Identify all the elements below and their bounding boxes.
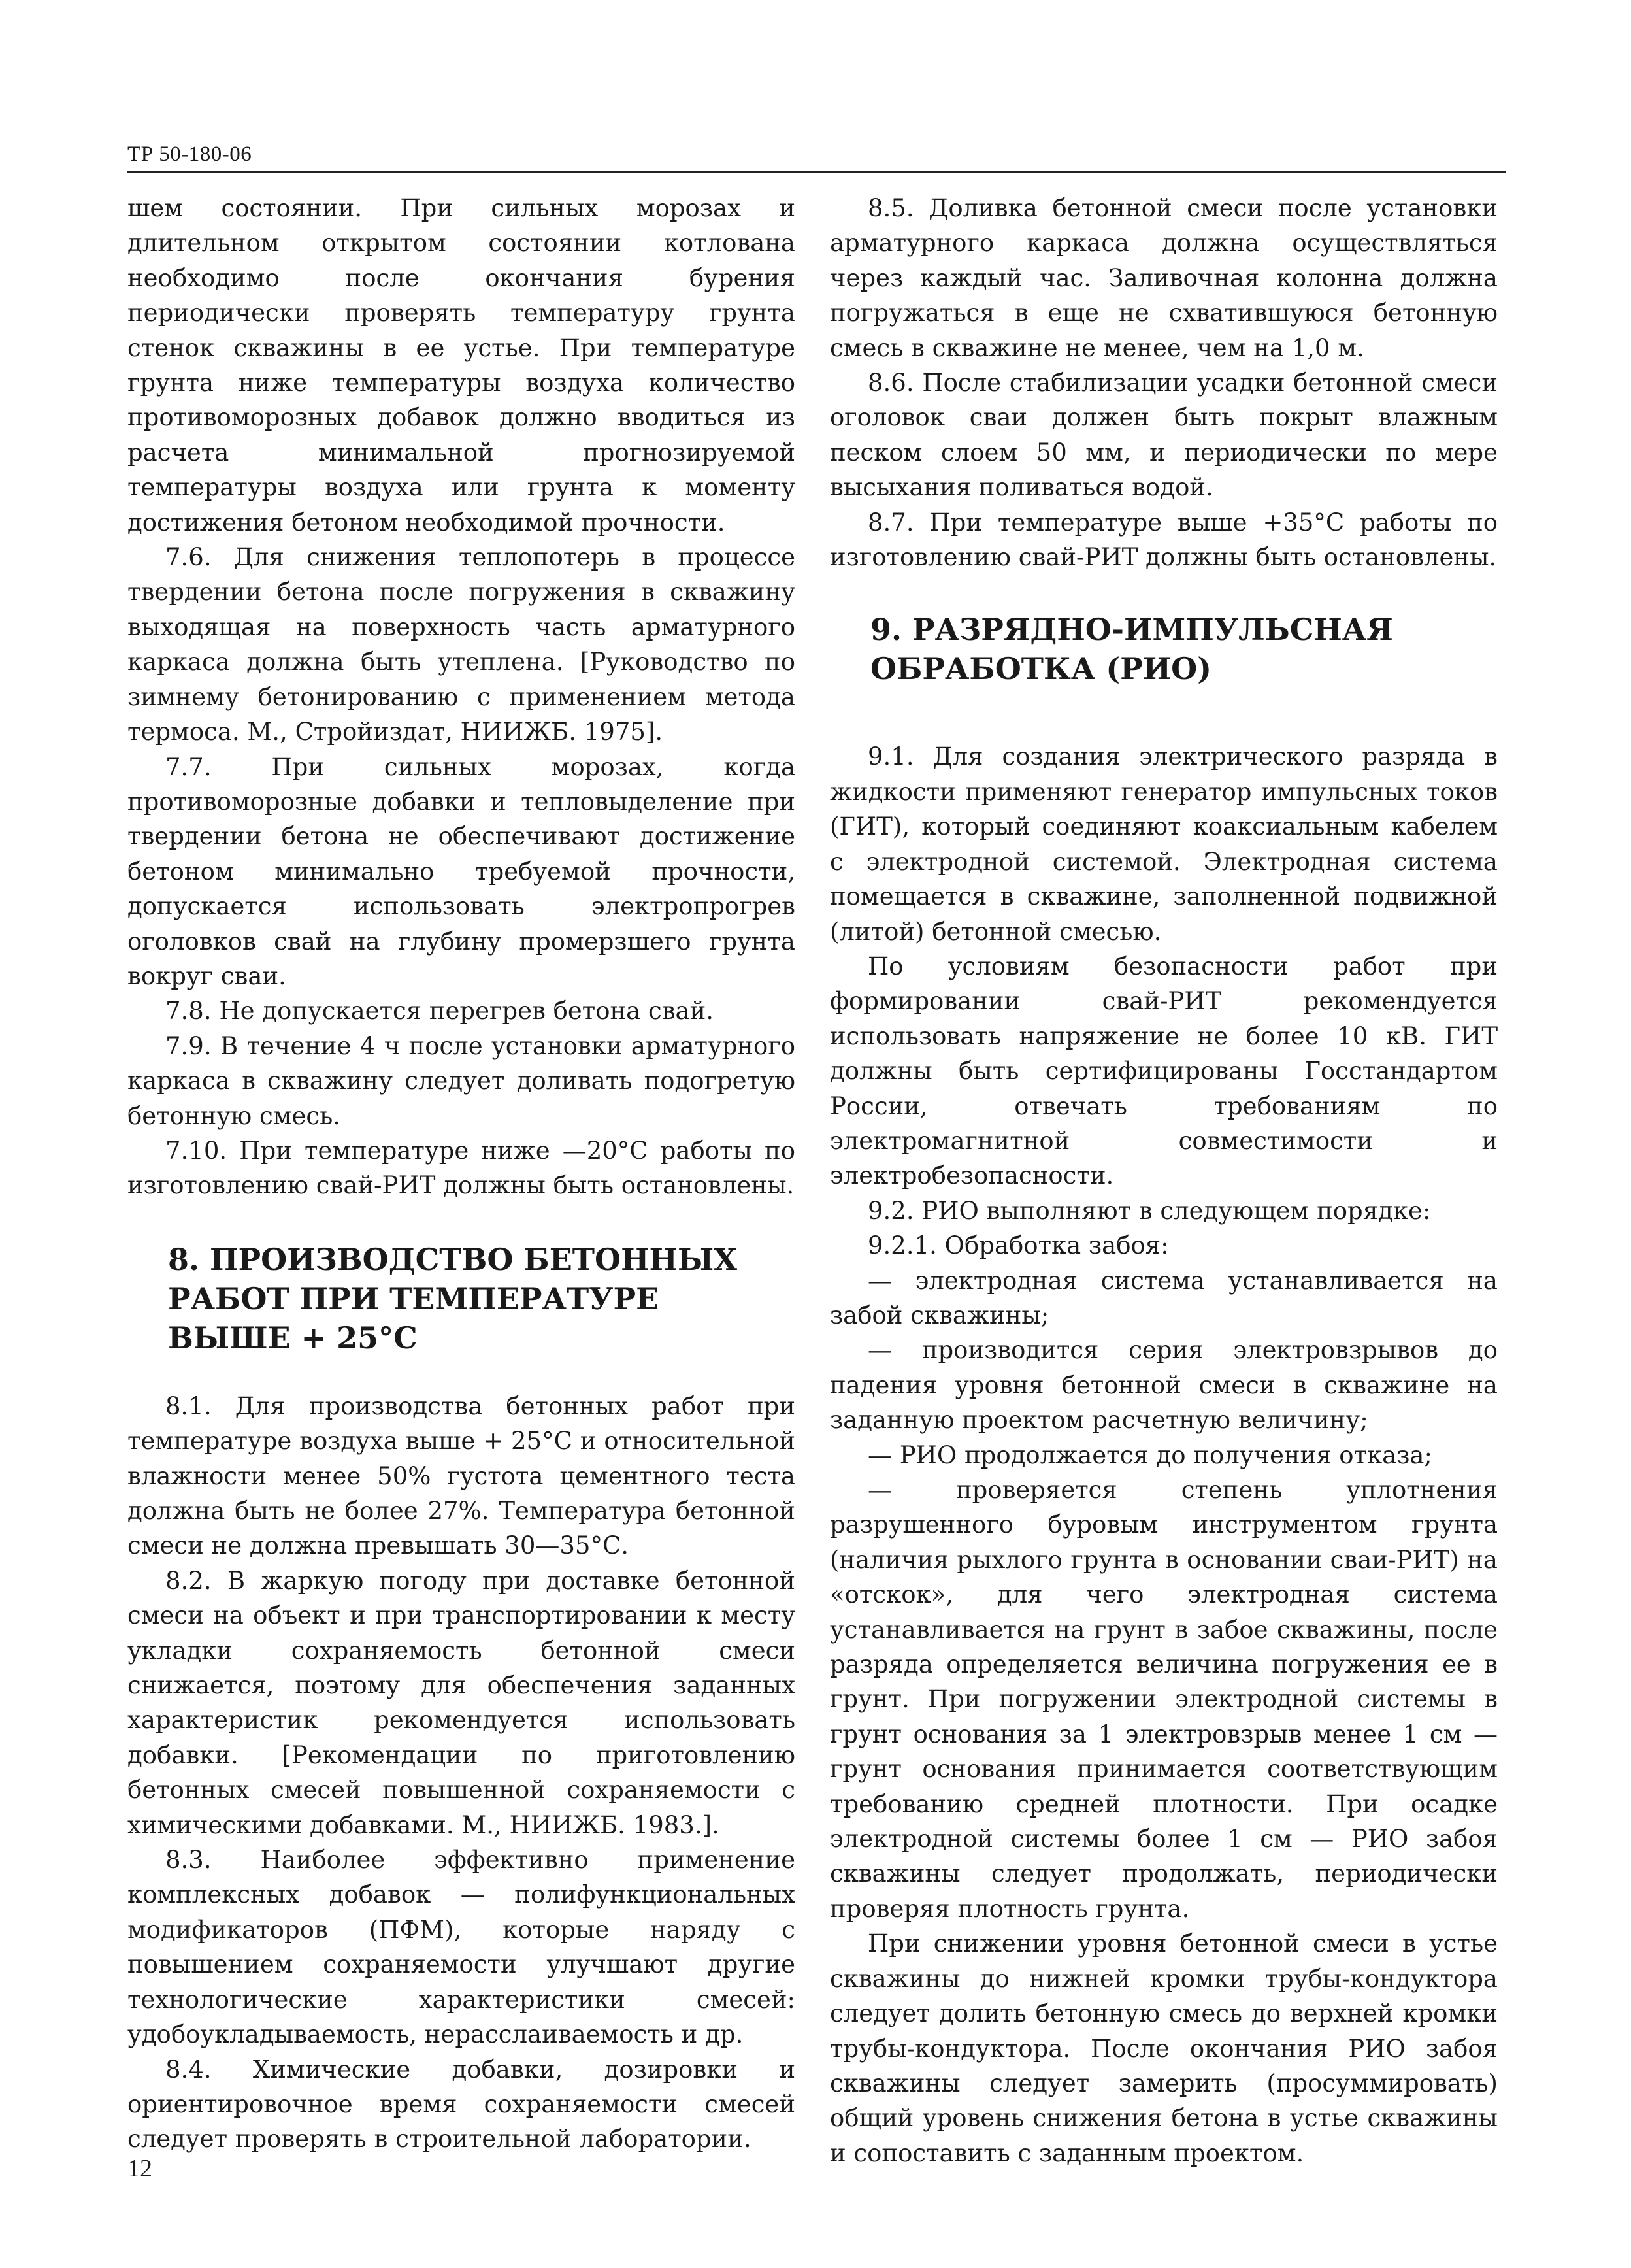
paragraph-8-2: 8.2. В жаркую погоду при доставке бетонной смеси на объект и при транспортировании к месту укладки сохраняемость бетонной смеси снижается, поэтому для обеспечения заданных характеристик рекомендуется использовать добавки. [Рекомендации по приготовлению бетонных смесей повышенной сохраняемости с химическими добавками. М., НИИЖБ. 1983.]. — [127, 1566, 795, 1839]
paragraph-9-1: 9.1. Для создания электрического разряда в жидкости применяют генератор импульсных токов (ГИТ), который соединяют коаксиальным кабелем с электродной системой. Электродная система помещается в скважине, заполненной подвижной (литой) бетонной смесью. — [830, 742, 1498, 946]
paragraph-8-7: 8.7. При температуре выше +35°С работы по изготовлению свай-РИТ должны быть остановлены. — [830, 508, 1498, 572]
section-8-heading-line: РАБОТ ПРИ ТЕМПЕРАТУРЕ — [168, 1280, 659, 1316]
paragraph-7-7: 7.7. При сильных морозах, когда противоморозные добавки и тепловыделение при твердении бетона не обеспечивают достижение бетоном минимально требуемой прочности, допускается использовать электропрогрев оголовков свай на глубину промерзшего грунта вокруг сваи. — [127, 752, 795, 990]
header-rule — [127, 171, 1506, 173]
paragraph-8-3: 8.3. Наиболее эффективно применение комплексных добавок — полифункциональных модификаторов (ПФМ), которые наряду с повышением сохраняемости улучшают другие технологические характеристики смесей: удобоукладываемость, нерасслаиваемость и др. — [127, 1846, 795, 2049]
list-item-dash: — РИО продолжается до получения отказа; — [868, 1441, 1432, 1469]
paragraph-9-2-1: 9.2.1. Обработка забоя: — [868, 1231, 1169, 1260]
document-code: ТР 50-180-06 — [127, 142, 252, 166]
page-number: 12 — [127, 2155, 152, 2182]
left-column — [127, 191, 795, 2157]
paragraph-7-6: 7.6. Для снижения теплопотерь в процессе твердении бетона после погружения в скважину выходящая на поверхность часть арматурного каркаса должна быть утеплена. [Руководство по зимнему бетонированию с применением метода термоса. М., Стройиздат, НИИЖБ. 1975]. — [127, 543, 795, 746]
paragraph-continued: шем состоянии. При сильных морозах и длительном открытом состоянии котлована необходимо после окончания бурения периодически проверять температуру грунта стенок скважины в ее устье. При температуре грунта ниже температуры воздуха количество противоморозных добавок должно вводиться из расчета минимальной прогнозируемой температуры воздуха или грунта к моменту достижения бетоном необходимой прочности. — [127, 194, 795, 537]
paragraph-safety: По условиям безопасности работ при формировании свай-РИТ рекомендуется использовать напряжение не более 10 кВ. ГИТ должны быть сертифицированы Госстандартом России, отвечать требованиям по электромагнитной совместимости и электробезопасности. — [830, 952, 1498, 1190]
paragraph-8-6: 8.6. После стабилизации усадки бетонной смеси оголовок сваи должен быть покрыт влажным песком слоем 50 мм, и периодически по мере высыхания поливаться водой. — [830, 369, 1498, 502]
paragraph-7-10: 7.10. При температуре ниже —20°С работы по изготовлению свай-РИТ должны быть остановлены. — [127, 1136, 795, 1200]
section-8-heading-line: ВЫШЕ + 25°С — [168, 1320, 418, 1356]
section-9-heading-line: ОБРАБОТКА (РИО) — [870, 651, 1212, 687]
paragraph-8-1: 8.1. Для производства бетонных работ при температуре воздуха выше + 25°С и относительной влажности менее 50% густота цементного теста должна быть не более 27%. Температура бетонной смеси не должна превышать 30—35°С. — [127, 1392, 795, 1560]
right-column — [830, 191, 1498, 2171]
section-8-heading — [168, 1240, 795, 1358]
list-item-dash: — проверяется степень уплотнения разрушенного буровым инструментом грунта (наличия рыхлого грунта в основании сваи-РИТ) на «отскок», для чего электродная система устанавливается на грунт в забое скважины, после разряда определяется величина погружения ее в грунт. При погружении электродной системы в грунт основания за 1 электровзрыв менее 1 см — грунт основания принимается соответствующим требованию средней плотности. При осадке электродной системы более 1 см — РИО забоя скважины следует продолжать, периодически проверяя плотность грунта. — [830, 1476, 1498, 1923]
section-9-heading — [870, 610, 1498, 688]
list-item-dash: — электродная система устанавливается на забой скважины; — [830, 1266, 1498, 1329]
list-item-dash: — производится серия электровзрывов до падения уровня бетонной смеси в скважине на заданную проектом расчетную величину; — [830, 1336, 1498, 1435]
paragraph-8-4: 8.4. Химические добавки, дозировки и ориентировочное время сохраняемости смесей следует проверять в строительной лаборатории. — [127, 2055, 795, 2154]
section-9-heading-line: 9. РАЗРЯДНО-ИМПУЛЬСНАЯ — [870, 612, 1393, 648]
paragraph-7-8: 7.8. Не допускается перегрев бетона свай. — [165, 997, 714, 1026]
paragraph-7-9: 7.9. В течение 4 ч после установки арматурного каркаса в скважину следует доливать подогретую бетонную смесь. — [127, 1031, 795, 1130]
paragraph-level-drop: При снижении уровня бетонной смеси в устье скважины до нижней кромки трубы-кондуктора следует долить бетонную смесь до верхней кромки трубы-кондуктора. После окончания РИО забоя скважины следует замерить (просуммировать) общий уровень снижения бетона в устье скважины и сопоставить с заданным проектом. — [830, 1929, 1498, 2167]
section-8-heading-line: 8. ПРОИЗВОДСТВО БЕТОННЫХ — [168, 1241, 737, 1277]
paragraph-8-5: 8.5. Доливка бетонной смеси после установки арматурного каркаса должна осуществляться через каждый час. Заливочная колонна должна погружаться в еще не схватившуюся бетонную смесь в скважине не менее, чем на 1,0 м. — [830, 194, 1498, 362]
paragraph-9-2: 9.2. РИО выполняют в следующем порядке: — [868, 1196, 1431, 1225]
